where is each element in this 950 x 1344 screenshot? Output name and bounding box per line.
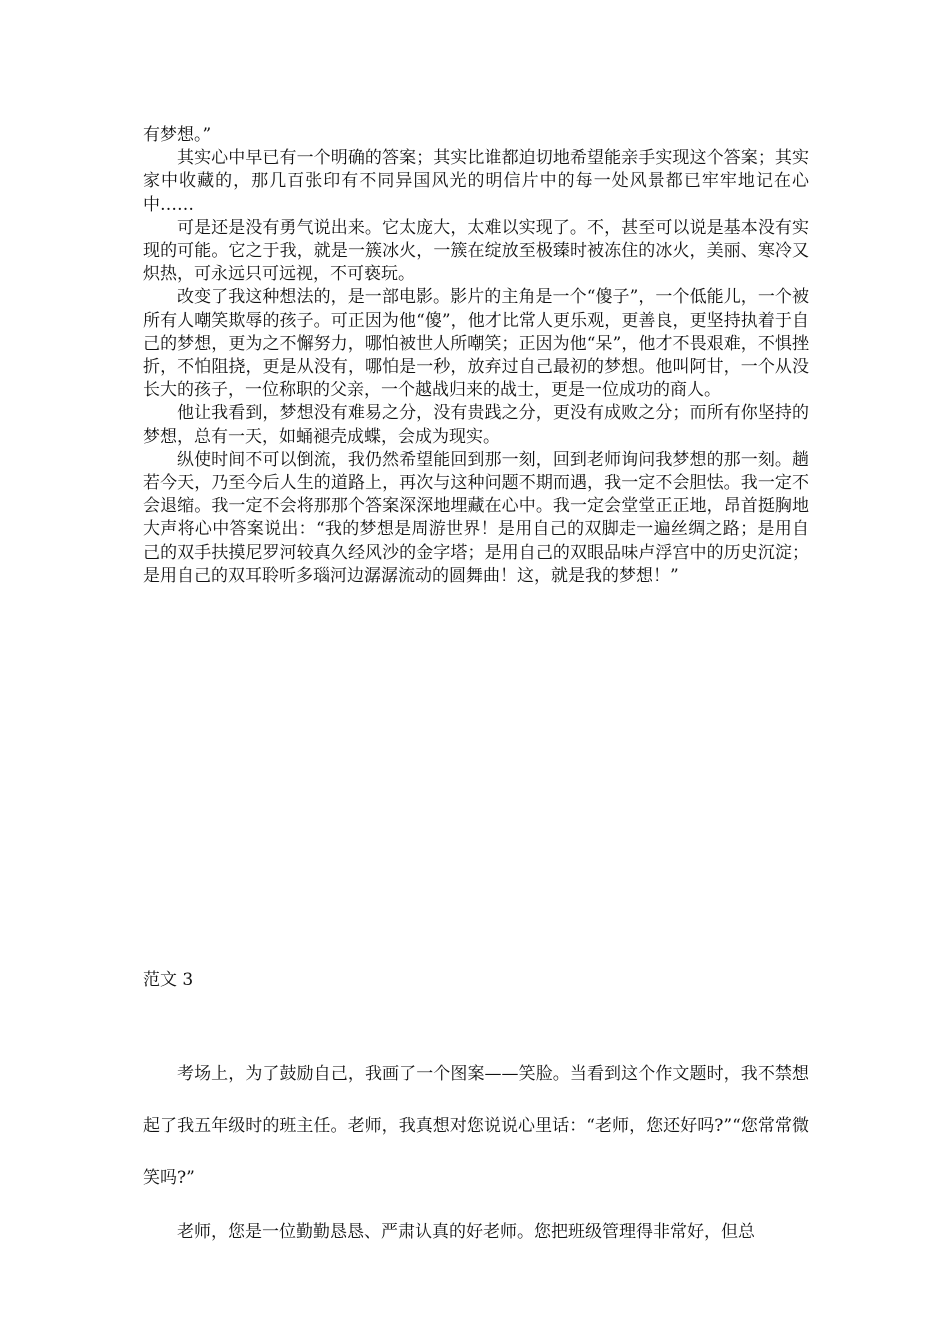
paragraph: 老师，您是一位勤勤恳恳、严肃认真的好老师。您把班级管理得非常好，但总 xyxy=(177,1222,755,1242)
paragraph: 改变了我这种想法的，是一部电影。影片的主角是一个“傻子”，一个低能儿，一个被所有人嘲笑欺辱的孩子。可正因为他“傻”，他才比常人更乐观，更善良，更坚持执着于自己的梦想，更为之不懈努力，哪怕被世人所嘲笑；正因为他“呆”，他才不畏艰难，不惧挫折，不怕阻挠，更是从没有，哪怕是一秒，放弃过自己最初的梦想。他叫阿甘，一个从没长大的孩子，一位称职的父亲，一个越战归来的战士，更是一位成功的商人。 xyxy=(143,287,809,401)
essay-continuation xyxy=(143,124,809,588)
paragraph: 其实心中早已有一个明确的答案；其实比谁都迫切地希望能亲手实现这个答案；其实家中收藏的，那几百张印有不同异国风光的明信片中的每一处风景都已牢牢地记在心中…… xyxy=(143,148,809,215)
paragraph: 考场上，为了鼓励自己，我画了一个图案——笑脸。当看到这个作文题时，我不禁想起了我五年级时的班主任。老师，我真想对您说说心里话：“老师，您还好吗?”“您常常微笑吗?” xyxy=(143,1064,809,1188)
paragraph: 纵使时间不可以倒流，我仍然希望能回到那一刻，回到老师询问我梦想的那一刻。趟若今天，乃至今后人生的道路上，再次与这种问题不期而遇，我一定不会胆怯。我一定不会退缩。我一定不会将那那个答案深深地埋藏在心中。我一定会堂堂正正地，昂首挺胸地大声将心中答案说出：“我的梦想是周游世界！是用自己的双脚走一遍丝绸之路；是用自己的双手扶摸尼罗河较真久经风沙的金字塔；是用自己的双眼品味卢浮宫中的历史沉淀；是用自己的双耳聆听多瑙河边潺潺流动的圆舞曲！这，就是我的梦想！” xyxy=(143,449,809,586)
paragraph: 有梦想。” xyxy=(143,125,212,145)
essay-section-3 xyxy=(143,1048,809,1252)
paragraph: 可是还是没有勇气说出来。它太庞大，太难以实现了。不，甚至可以说是基本没有实现的可能。它之于我，就是一簇冰火，一簇在绽放至极臻时被冻住的冰火，美丽、寒冷又炽热，可永远只可远视，不可亵玩。 xyxy=(143,217,809,285)
section-title: 范文 3 xyxy=(143,970,194,990)
paragraph: 他让我看到，梦想没有难易之分，没有贵践之分，更没有成败之分；而所有你坚持的梦想，总有一天，如蛹褪壳成蝶，会成为现实。 xyxy=(143,403,809,447)
